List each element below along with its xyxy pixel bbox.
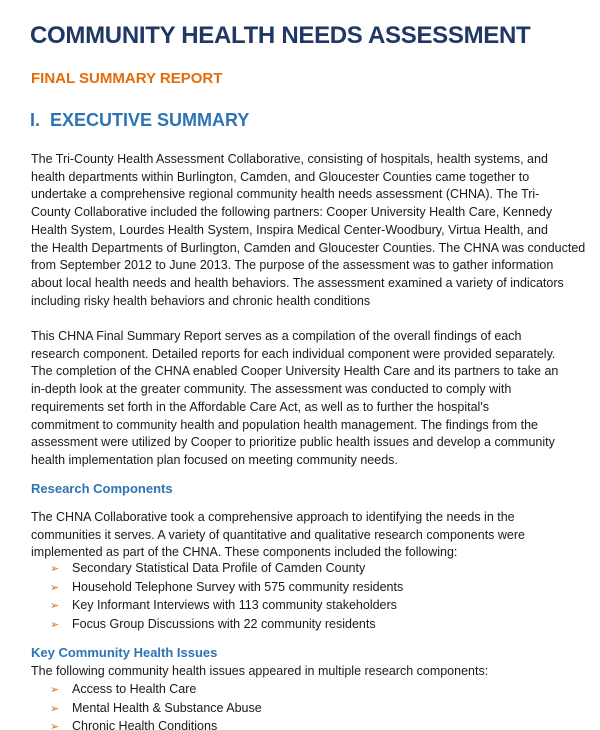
text-line: health departments within Burlington, Camden, and Gloucester Counties came together to: [31, 169, 530, 184]
text-line: implemented as part of the CHNA. These components included the following:: [31, 545, 458, 560]
text-line: The Tri-County Health Assessment Collaborative, consisting of hospitals, health systems, and: [31, 152, 548, 166]
section-number: I.: [30, 110, 41, 130]
list-item: [50, 616, 403, 635]
list-item: [50, 597, 403, 616]
research-components-intro: [31, 509, 579, 562]
arrow-bullet-icon: ➢: [50, 563, 60, 575]
research-components-list: [50, 560, 403, 635]
research-components-heading: Research Components: [31, 481, 173, 496]
document-title: COMMUNITY HEALTH NEEDS ASSESSMENT: [30, 22, 531, 49]
arrow-bullet-icon: ➢: [50, 600, 60, 613]
list-item: [50, 700, 262, 719]
section-title: EXECUTIVE SUMMARY: [50, 110, 250, 130]
list-item: [50, 579, 403, 598]
list-item-text: Mental Health & Substance Abuse: [72, 700, 262, 715]
text-line: assessment were utilized by Cooper to prioritize public health issues and develop a community: [31, 435, 555, 450]
list-item-text: Key Informant Interviews with 113 community stakeholders: [72, 598, 397, 613]
arrow-bullet-icon: ➢: [50, 684, 60, 696]
list-item: [50, 718, 262, 730]
arrow-bullet-icon: ➢: [50, 581, 60, 594]
text-line: health implementation plan focused on meeting community needs.: [31, 452, 398, 467]
text-line: the Health Departments of Burlington, Camden and Gloucester Counties. The CHNA was conducted: [31, 240, 586, 255]
text-line: undertake a comprehensive regional community health needs assessment (CHNA). The Tri-: [31, 187, 540, 202]
list-item-text: Household Telephone Survey with 575 community residents: [72, 579, 404, 594]
text-line: in-depth look at the greater community. The assessment was conducted to comply with: [31, 382, 512, 397]
report-subtitle: FINAL SUMMARY REPORT: [31, 70, 223, 87]
key-health-issues-intro: [31, 663, 579, 681]
section-heading: [30, 110, 249, 131]
list-item-text: Focus Group Discussions with 22 community residents: [72, 617, 376, 632]
arrow-bullet-icon: ➢: [50, 619, 60, 632]
text-line: Health System, Lourdes Health System, Inspira Medical Center-Woodbury, Virtua Health, and: [31, 222, 548, 237]
text-line: The CHNA Collaborative took a comprehensive approach to identifying the needs in the: [31, 510, 515, 524]
text-line: requirements set forth in the Affordable Care Act, as well as to further the hospital's: [31, 399, 489, 414]
text-line: communities it serves. A variety of quantitative and qualitative research components were: [31, 527, 526, 542]
list-item-text: Access to Health Care: [72, 682, 197, 696]
arrow-bullet-icon: ➢: [50, 702, 60, 715]
executive-summary-paragraph-2: [31, 328, 579, 470]
list-item: [50, 681, 262, 700]
text-line: research component. Detailed reports for each individual component were provided separately.: [31, 346, 556, 361]
text-line: commitment to community health and population health management. The findings from the: [31, 417, 538, 432]
text-line: about local health needs and health behaviors. The assessment examined a variety of indicators: [31, 275, 564, 290]
text-line: This CHNA Final Summary Report serves as a compilation of the overall findings of each: [31, 329, 522, 343]
executive-summary-paragraph-1: [31, 151, 586, 310]
arrow-bullet-icon: ➢: [50, 721, 60, 730]
list-item-text: Chronic Health Conditions: [72, 719, 218, 730]
text-line: including risky health behaviors and chronic health conditions: [31, 293, 371, 308]
list-item: [50, 560, 403, 579]
text-line: from September 2012 to June 2013. The purpose of the assessment was to gather information: [31, 258, 554, 273]
text-line: The following community health issues appeared in multiple research components:: [31, 664, 489, 678]
text-line: County Collaborative included the following partners: Cooper University Health Care, Kennedy: [31, 205, 553, 220]
key-health-issues-list: [50, 681, 262, 730]
key-health-issues-heading: Key Community Health Issues: [31, 645, 218, 660]
text-line: The completion of the CHNA enabled Cooper University Health Care and its partners to take an: [31, 364, 559, 379]
list-item-text: Secondary Statistical Data Profile of Camden County: [72, 561, 366, 575]
